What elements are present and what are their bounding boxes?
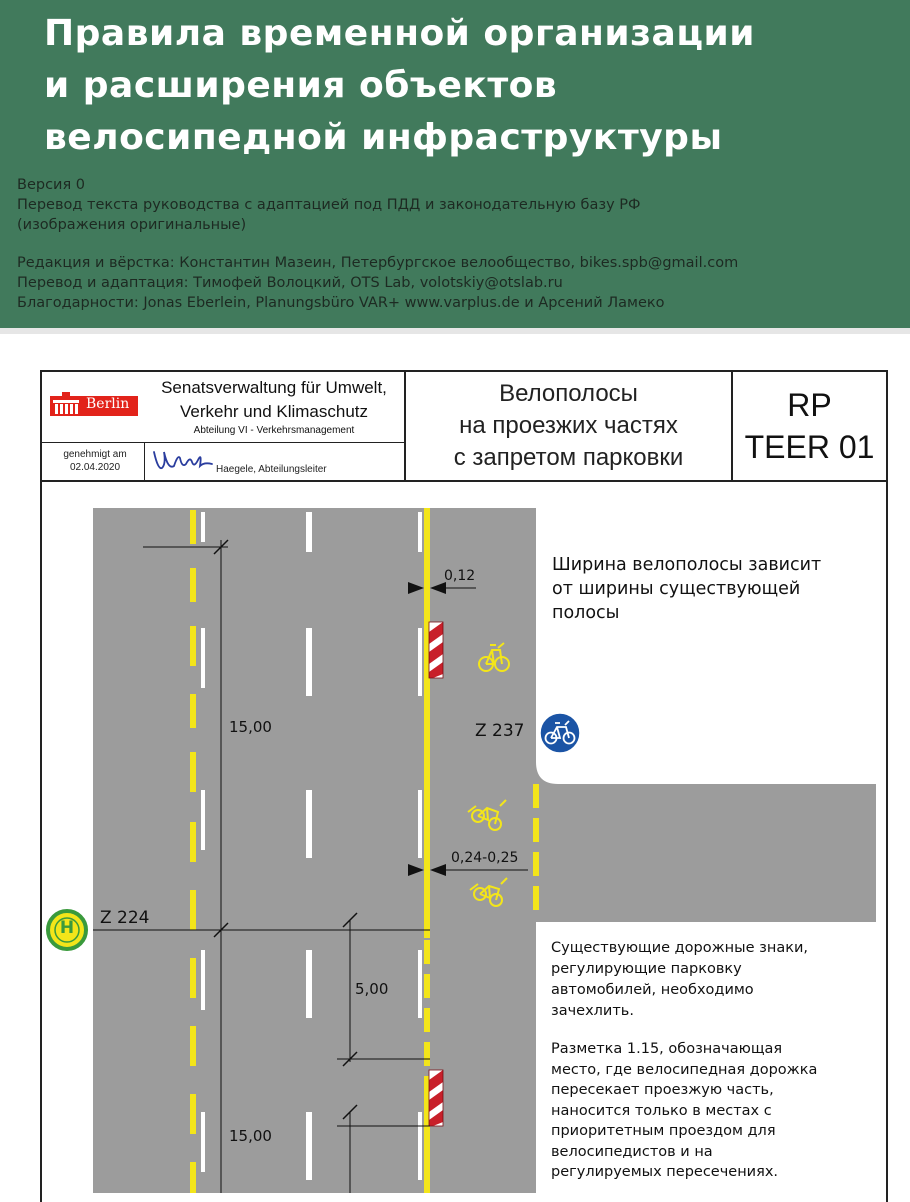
dimension-length-1: 15,00 [229,718,272,736]
sheet-title-line: на проезжих частях [459,412,678,439]
authority-line: Senatsverwaltung für Umwelt, [161,378,387,397]
credit-translator: Перевод и адаптация: Тимофей Волоцкий, OTS Lab, volotskiy@otslab.ru [17,275,563,291]
title-line: Правила временной организации [44,13,755,54]
approved-label: genehmigt am [63,449,127,460]
note-line: приоритетным проездом для [551,1123,776,1139]
sheet-title-line: с запретом парковки [453,444,684,471]
dimension-length-3: 15,00 [229,1127,272,1145]
note-line: автомобилей, необходимо [551,982,754,998]
sheet-code-line: TEER 01 [744,429,875,465]
credit-thanks: Благодарности: Jonas Eberlein, Planungsbüro VAR+ www.varplus.de и Арсений Ламеко [17,295,665,311]
dimension-length-2: 5,00 [355,980,389,998]
note-line: полосы [552,603,620,623]
barrier-bottom [429,1070,443,1126]
title-line: велосипедной инфраструктуры [44,117,723,158]
translation-line: Перевод текста руководства с адаптацией под ПДД и законодательную базу РФ [17,197,641,213]
dimension-gap-top: 0,12 [444,568,476,584]
note-line: Ширина велополосы зависит [552,555,822,575]
note-line: место, где велосипедная дорожка [551,1061,818,1078]
sign-label-z224: Z 224 [100,908,150,928]
signer-name: Haegele, Abteilungsleiter [216,464,327,475]
sheet-title-line: Велополосы [499,380,638,407]
note-line: зачехлить. [551,1003,634,1019]
barrier-top [429,622,443,678]
note-line: наносится только в местах с [551,1102,772,1119]
credit-editor: Редакция и вёрстка: Константин Мазеин, Петербургское велообщество, bikes.spb@gmail.com [17,255,739,271]
note-line: велосипедистов и на [551,1143,713,1160]
note-line: Существующие дорожные знаки, [551,940,809,956]
bus-stop-letter: H [59,918,75,938]
note-line: от ширины существующей [552,579,801,599]
lane-width-note [552,553,882,625]
bicycle-lane-sign [540,713,580,753]
sheet-code-line: RP [787,387,832,423]
note-line: регулируемых пересечениях. [551,1164,779,1180]
note-line: пересекает проезжую часть, [551,1082,774,1098]
department: Abteilung VI - Verkehrsmanagement [193,425,355,436]
logo-wordmark: Berlin [86,396,130,412]
note-line: Разметка 1.15, обозначающая [551,1041,783,1057]
authority-line: Verkehr und Klimaschutz [179,402,369,421]
note-line: регулирующие парковку [551,961,742,977]
approved-date: 02.04.2020 [69,462,121,473]
sign-label-z237: Z 237 [475,721,525,741]
signs-cover-note [551,938,881,1022]
crossing-marking-note [551,1039,881,1183]
dimension-gap-mid: 0,24-0,25 [451,850,519,866]
version-line: Версия 0 [17,177,86,193]
title-line: и расширения объектов [44,65,558,106]
images-note-line: (изображения оригинальные) [17,217,247,233]
